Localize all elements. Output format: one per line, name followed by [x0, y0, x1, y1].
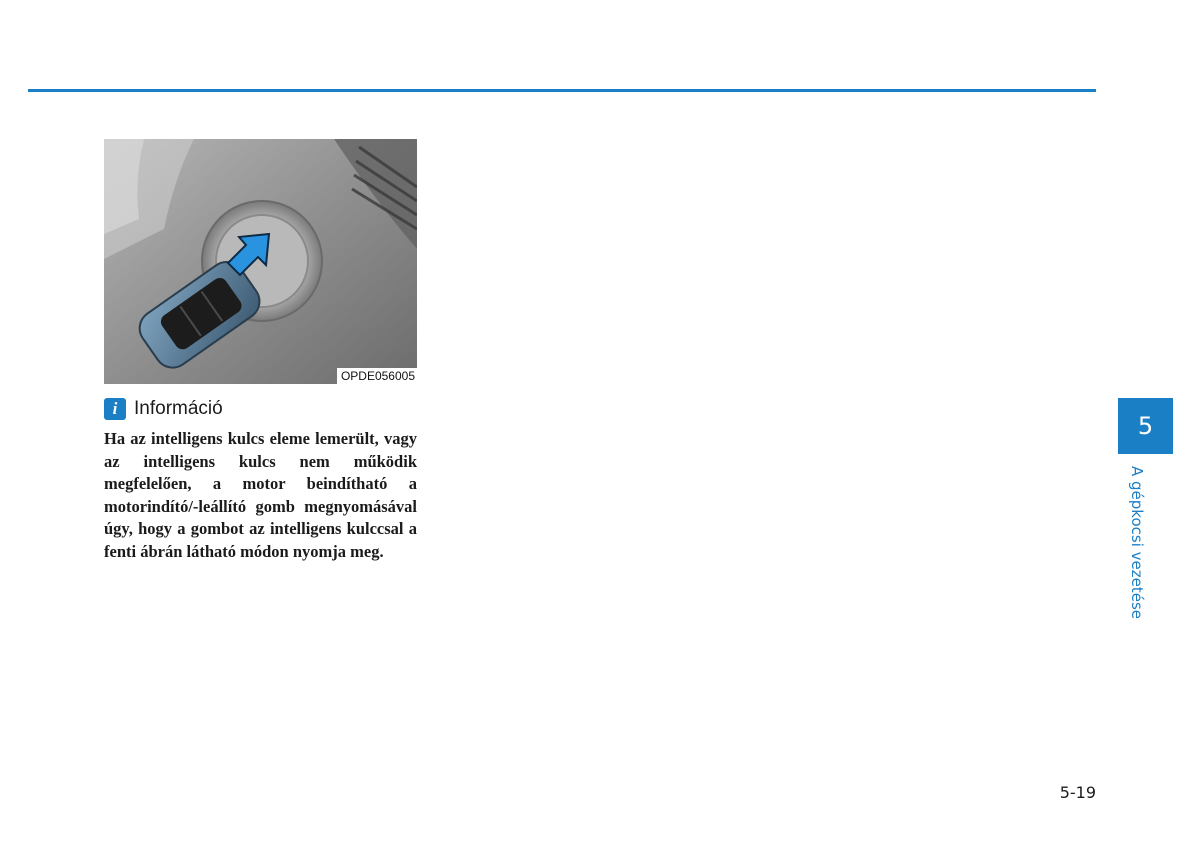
figure-code-label: OPDE056005 — [337, 368, 417, 384]
info-paragraph: Ha az intelligens kulcs eleme lemerült, vagy az intelligens kulcs nem működik megfelelően, a motor beindítható a motorindító/-leállító gomb megnyomásával úgy, hogy a gombot az intelligens kulccsal a fenti ábrán látható módon nyomja meg. — [104, 429, 417, 561]
key-fob-illustration — [104, 139, 417, 384]
chapter-title: A gépkocsi vezetése — [1128, 466, 1146, 619]
chapter-number-tab: 5 — [1118, 398, 1173, 454]
info-heading — [104, 397, 223, 421]
info-icon: i — [104, 398, 126, 420]
info-title: Információ — [134, 398, 223, 419]
header-rule — [28, 89, 1096, 92]
key-fob-drawing — [104, 139, 417, 384]
page-number: 5-19 — [1059, 783, 1096, 802]
